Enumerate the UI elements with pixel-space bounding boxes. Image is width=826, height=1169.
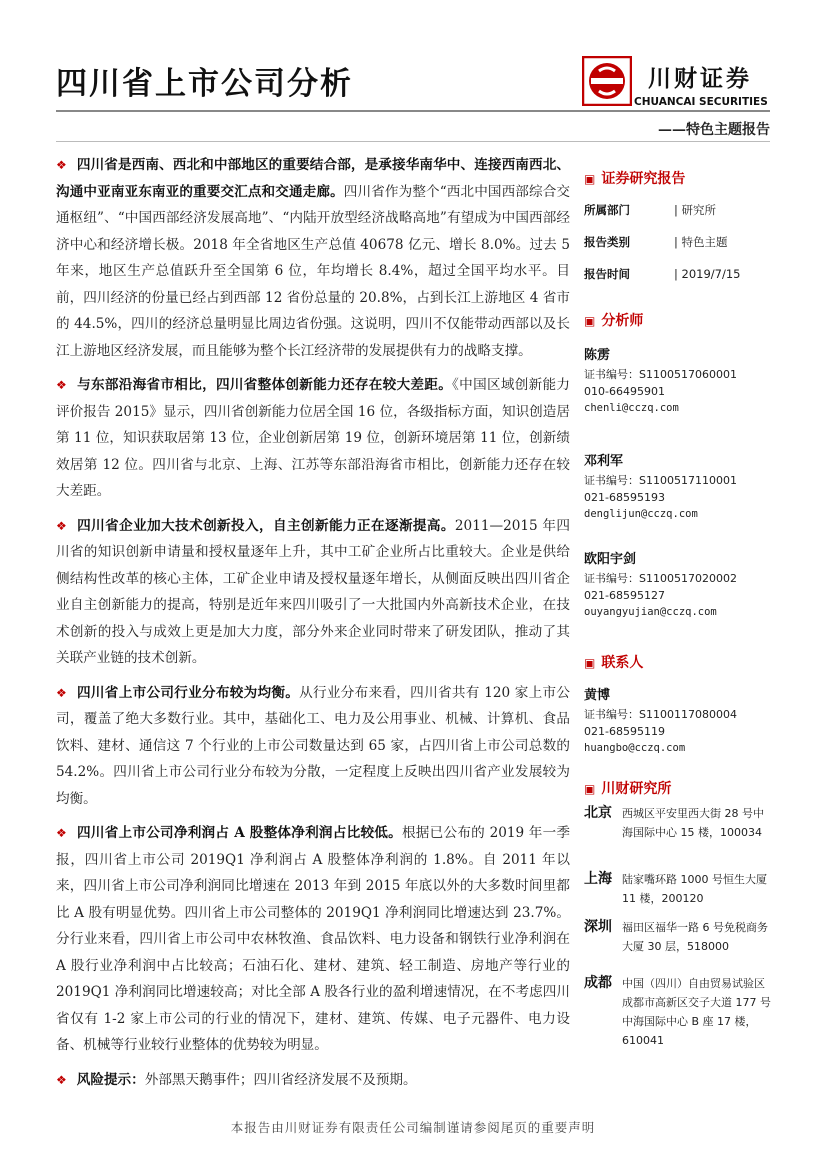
summary-paragraph [56, 372, 570, 505]
analyst-card [584, 550, 737, 621]
meta-value: | 2019/7/15 [674, 267, 741, 281]
section-heading-text: 分析师 [601, 313, 644, 329]
meta-label: 所属部门 [584, 203, 630, 217]
logo-english-name: CHUANCAI SECURITIES [634, 96, 768, 108]
meta-row-category [584, 234, 728, 250]
analyst-email[interactable]: denglijun@cczq.com [584, 508, 698, 520]
office-city: 北京 [584, 805, 612, 821]
main-content [56, 152, 570, 1101]
meta-label: 报告时间 [584, 267, 630, 281]
header-thin-divider [56, 141, 770, 142]
summary-paragraph [56, 820, 570, 1059]
section-heading-text: 证券研究报告 [601, 171, 686, 187]
analyst-email[interactable]: ouyangyujian@cczq.com [584, 606, 717, 618]
analyst-email[interactable]: chenli@cczq.com [584, 402, 679, 414]
analyst-phone: 021-68595193 [584, 491, 665, 504]
diamond-bullet-icon: ❖ [56, 826, 68, 840]
section-heading-text: 联系人 [601, 655, 644, 671]
diamond-bullet-icon: ❖ [56, 1072, 67, 1087]
office-city: 上海 [584, 871, 612, 887]
header-divider [56, 110, 770, 112]
analyst-cert: 证书编号：S1100517060001 [584, 368, 737, 381]
office-city: 成都 [584, 975, 612, 991]
office-city: 深圳 [584, 919, 612, 935]
report-subtitle: ——特色主题报告 [658, 122, 770, 138]
analyst-cert: 证书编号：S1100517020002 [584, 572, 737, 585]
office-address: 陆家嘴环路 1000 号恒生大厦 11 楼，200120 [622, 873, 767, 905]
square-bullet-icon: ▣ [584, 314, 596, 328]
paragraph-lead: 四川省企业加大技术创新投入，自主创新能力正在逐渐提高。 [77, 517, 455, 534]
summary-paragraph [56, 152, 570, 364]
report-title: 四川省上市公司分析 [56, 66, 353, 102]
paragraph-lead: 风险提示： [76, 1071, 145, 1088]
diamond-bullet-icon: ❖ [56, 518, 68, 533]
paragraph-body: 外部黑天鹅事件；四川省经济发展不及预期。 [144, 1071, 417, 1088]
paragraph-lead: 四川省上市公司净利润占 A 股整体净利润占比较低。 [77, 825, 402, 841]
contact-email[interactable]: huangbo@cczq.com [584, 742, 686, 754]
analyst-phone: 010-66495901 [584, 385, 665, 398]
summary-paragraph [56, 680, 570, 813]
square-bullet-icon: ▣ [584, 172, 596, 186]
chuancai-logo-icon [582, 56, 632, 106]
paragraph-lead: 与东部沿海省市相比，四川省整体创新能力还存在较大差距。 [77, 377, 453, 393]
paragraph-lead: 四川省上市公司行业分布较为均衡。 [77, 684, 300, 701]
summary-paragraph [56, 513, 570, 672]
contact-card [584, 686, 737, 757]
page-footer-disclaimer: 本报告由川财证券有限责任公司编制谨请参阅尾页的重要声明 [230, 1120, 596, 1135]
diamond-bullet-icon: ❖ [56, 378, 68, 392]
analyst-name: 欧阳宇剑 [584, 552, 637, 567]
contact-phone: 021-68595119 [584, 725, 665, 738]
analyst-card [584, 346, 737, 417]
office-address: 西城区平安里西大街 28 号中海国际中心 15 楼，100034 [622, 807, 764, 839]
diamond-bullet-icon: ❖ [56, 685, 68, 700]
section-report-heading [584, 168, 685, 188]
meta-value: | 研究所 [674, 203, 717, 217]
section-institute-heading [584, 778, 671, 798]
diamond-bullet-icon: ❖ [56, 158, 67, 172]
meta-row-date [584, 266, 741, 282]
section-analyst-heading [584, 310, 643, 330]
risk-paragraph [56, 1067, 570, 1094]
analyst-cert: 证书编号：S1100517110001 [584, 474, 737, 487]
paragraph-body: 2011—2015 年四川省的知识创新申请量和授权量逐年上升，其中工矿企业所占比重较大。企业是供给侧结构性改革的核心主体，工矿企业申请及授权量逐年增长，从侧面反映出四川省企业自主创新能力的提高，特别是近年来四川吸引了一大批国内外高新技术企业，在技术创新的投入与成效上更是加大力度，部分外来企业同时带来了研发团队，推动了其关联产业链的技术创新。 [56, 517, 570, 666]
contact-cert: 证书编号：S1100117080004 [584, 708, 737, 721]
square-bullet-icon: ▣ [584, 656, 596, 670]
meta-value: | 特色主题 [674, 235, 728, 249]
paragraph-lead: 四川省是西南、西北和中部地区的重要结合部，是承接华南华中、连接西南西北、沟通中亚南亚东南亚的重要交汇点和交通走廊。 [56, 157, 570, 200]
section-contact-heading [584, 652, 643, 672]
section-heading-text: 川财研究所 [601, 781, 672, 797]
analyst-name: 陈雳 [584, 348, 611, 363]
company-logo [582, 56, 772, 112]
analyst-name: 邓利军 [584, 454, 624, 469]
meta-row-department [584, 202, 716, 218]
contact-name: 黄博 [584, 688, 611, 703]
paragraph-body: 从行业分布来看，四川省共有 120 家上市公司，覆盖了绝大多数行业。其中，基础化工、电力及公用事业、机械、计算机、食品饮料、建材、通信这 7 个行业的上市公司数量达到 65 家，占四川省上市公司总数的 54.2%。四川省上市公司行业分布较为分散，一定程度上反映出四川省产业发展较为均衡。 [56, 684, 570, 807]
paragraph-body: 四川省作为整个“西北中国西部综合交通枢纽”、“中国西部经济发展高地”、“内陆开放型经济战略高地”有望成为中国西部经济中心和经济增长极。2018 年全省地区生产总值 40678 亿元、增长 8.0%。过去 5 年来，地区生产总值跃升至全国第 6 位，年均增长 8.4%，超过全国平均水平。目前，四川经济的份量已经占到西部 12 省份总量的 20.8%，占到长江上游地区 4 省市的 44.5%，四川的经济总量明显比周边省份强。这说明，四川不仅能带动西部以及长江上游地区经济发展，而且能够为整个长江经济带的发展提供有力的战略支撑。 [56, 183, 571, 359]
office-address: 中国（四川）自由贸易试验区成都市高新区交子大道 177 号中海国际中心 B 座 17 楼，610041 [622, 977, 771, 1047]
meta-label: 报告类别 [584, 235, 630, 249]
paragraph-body: 根据已公布的 2019 年一季报，四川省上市公司 2019Q1 净利润占 A 股整体净利润的 1.8%。自 2011 年以来，四川省上市公司净利润同比增速在 2013 年到 2015 年底以外的大多数时间里都比 A 股有明显优势。四川省上市公司整体的 2019Q1 净利润同比增速达到 23.7%。分行业来看，四川省上市公司中农林牧渔、食品饮料、电力设备和钢铁行业净利润在 A 股行业净利润中占比较高；石油石化、建材、建筑、轻工制造、房地产等行业的 2019Q1 净利润同比增速较高；对比全部 A 股各行业的盈利增速情况，在不考虑四川省仅有 1-2 家上市公司的行业的情况下，建材、建筑、传媒、电子元器件、电力设备、机械等行业较行业整体的优势较为明显。 [56, 825, 570, 1053]
analyst-card [584, 452, 737, 523]
paragraph-body: 《中国区域创新能力评价报告 2015》显示，四川省创新能力位居全国 16 位，各级指标方面，知识创造居第 11 位，知识获取居第 13 位，企业创新居第 19 位，创新环境居第 11 位，创新绩效居第 12 位。四川省与北京、上海、江苏等东部沿海省市相比，创新能力还存在较大差距。 [56, 377, 571, 499]
logo-chinese-name: 川财证券 [648, 66, 752, 92]
square-bullet-icon: ▣ [584, 782, 596, 796]
analyst-phone: 021-68595127 [584, 589, 665, 602]
office-address: 福田区福华一路 6 号免税商务大厦 30 层，518000 [622, 921, 768, 953]
